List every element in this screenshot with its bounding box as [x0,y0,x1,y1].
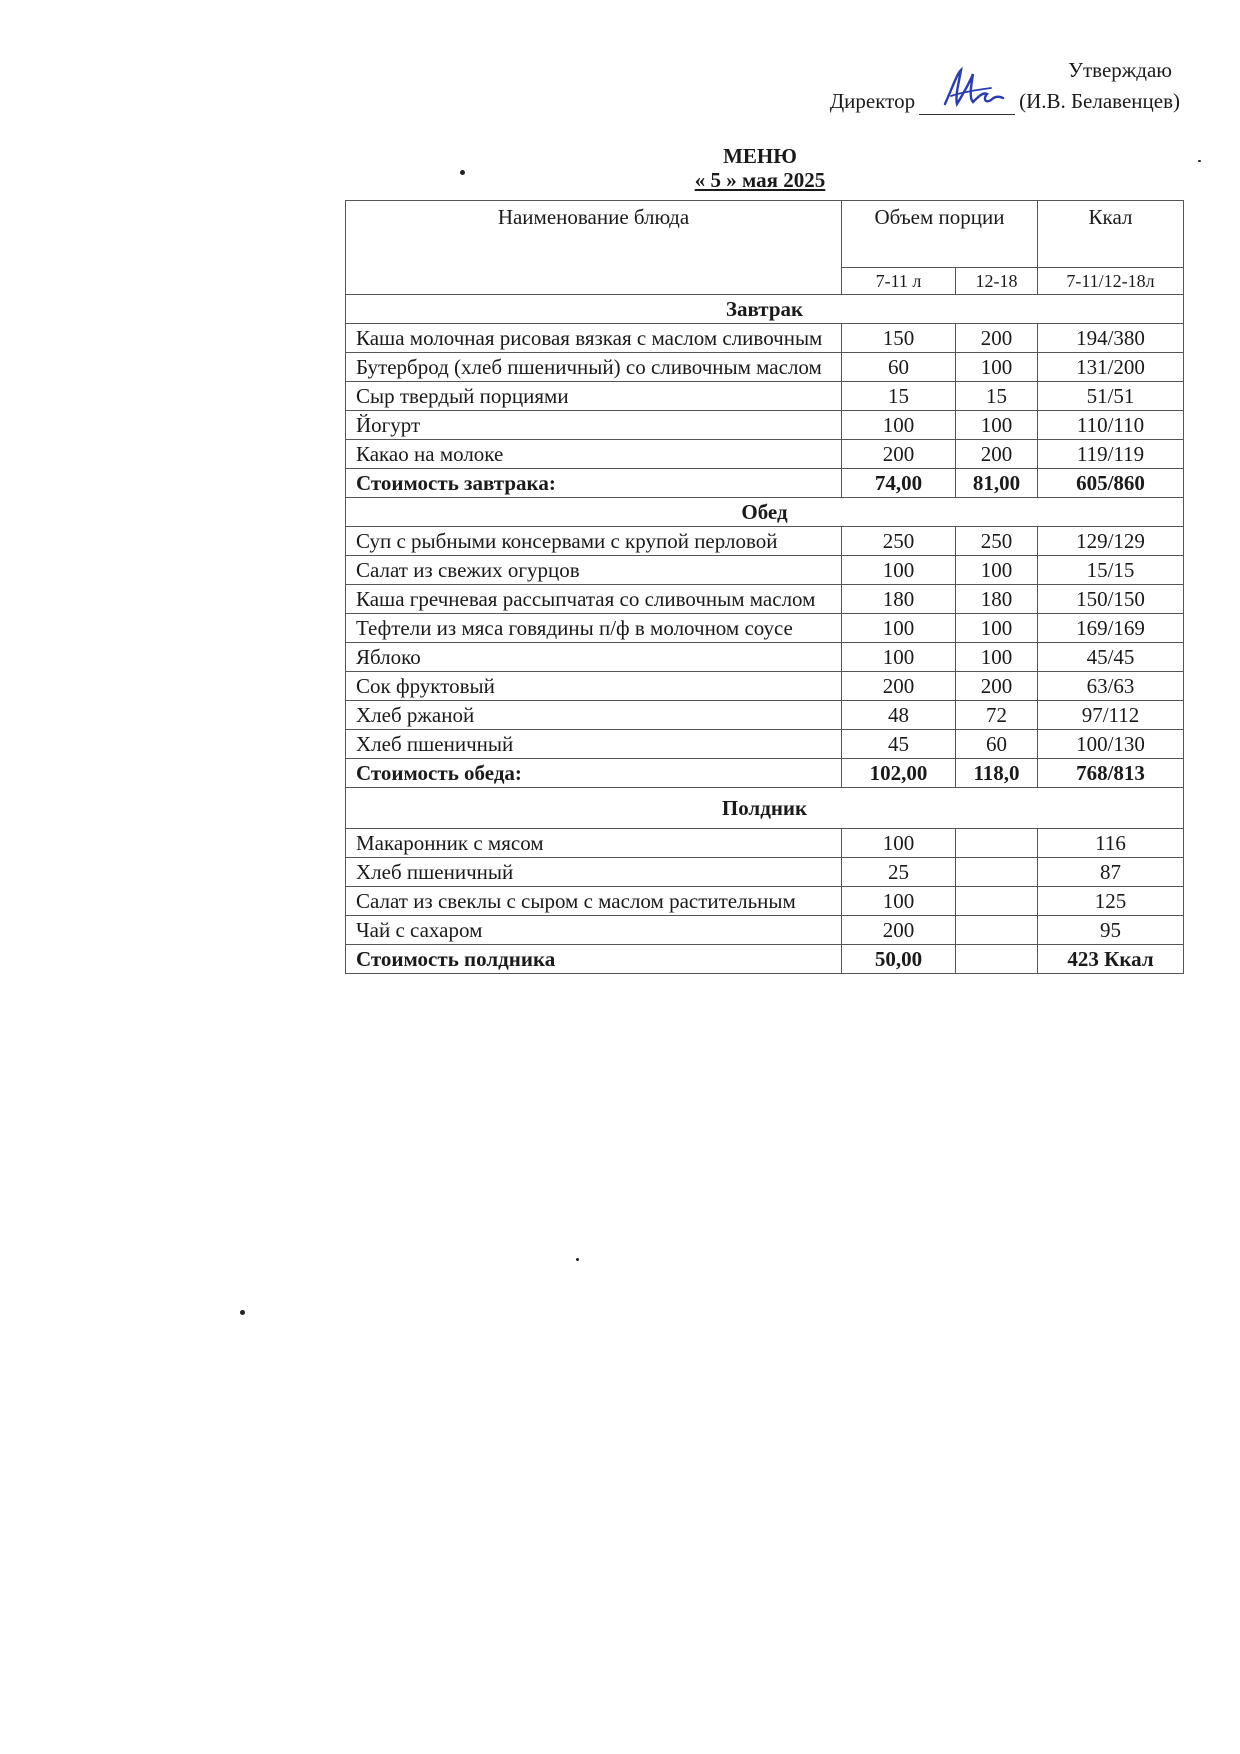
kcal-value: 116 [1038,829,1184,858]
section-row [346,498,1184,527]
total-row [346,945,1184,974]
portion-7-11: 25 [842,858,956,887]
scan-speck [576,1258,579,1261]
total-label: Стоимость завтрака: [346,469,842,498]
approval-block [700,56,1180,115]
dish-name: Хлеб пшеничный [346,858,842,887]
portion-7-11: 200 [842,672,956,701]
table-row [346,353,1184,382]
kcal-header: Ккал [1038,201,1184,268]
kcal-value: 100/130 [1038,730,1184,759]
dish-name: Чай с сахаром [346,916,842,945]
table-row [346,614,1184,643]
table-row [346,324,1184,353]
portion-12-18: 72 [956,701,1038,730]
total-label: Стоимость полдника [346,945,842,974]
table-row [346,585,1184,614]
menu-heading: МЕНЮ [723,144,797,168]
total-7-11: 102,00 [842,759,956,788]
dish-name: Хлеб ржаной [346,701,842,730]
table-row [346,858,1184,887]
portion-12-18: 100 [956,643,1038,672]
total-12-18: 118,0 [956,759,1038,788]
portion-7-11: 100 [842,643,956,672]
dish-name: Салат из свежих огурцов [346,556,842,585]
dish-name: Яблоко [346,643,842,672]
portion-7-11: 100 [842,411,956,440]
section-title: Обед [346,498,1184,527]
total-label: Стоимость обеда: [346,759,842,788]
scan-speck [1198,160,1201,162]
portion-12-18: 100 [956,353,1038,382]
total-12-18: 81,00 [956,469,1038,498]
total-kcal: 605/860 [1038,469,1184,498]
dish-name: Сок фруктовый [346,672,842,701]
dish-name: Каша гречневая рассыпчатая со сливочным маслом [346,585,842,614]
section-title: Завтрак [346,295,1184,324]
portion-7-11: 100 [842,614,956,643]
portion-7-11: 60 [842,353,956,382]
portion-12-18: 200 [956,440,1038,469]
dish-name: Хлеб пшеничный [346,730,842,759]
dish-name: Макаронник с мясом [346,829,842,858]
total-7-11: 50,00 [842,945,956,974]
total-row [346,469,1184,498]
document-title [580,144,940,192]
kcal-value: 97/112 [1038,701,1184,730]
signature-icon [939,66,1009,112]
dish-name: Тефтели из мяса говядины п/ф в молочном соусе [346,614,842,643]
total-kcal: 423 Ккал [1038,945,1184,974]
dish-name: Какао на молоке [346,440,842,469]
portion-7-11: 150 [842,324,956,353]
portion-12-18: 100 [956,411,1038,440]
table-row [346,672,1184,701]
kcal-value: 15/15 [1038,556,1184,585]
kcal-value: 119/119 [1038,440,1184,469]
table-row [346,916,1184,945]
portion-12-18: 15 [956,382,1038,411]
kcal-value: 45/45 [1038,643,1184,672]
total-kcal: 768/813 [1038,759,1184,788]
table-row [346,887,1184,916]
table-row [346,411,1184,440]
portion-7-11: 250 [842,527,956,556]
dish-name: Бутерброд (хлеб пшеничный) со сливочным маслом [346,353,842,382]
portion-7-11: 200 [842,440,956,469]
dish-header: Наименование блюда [346,201,842,295]
section-row [346,788,1184,829]
scan-speck [460,170,465,175]
dish-name: Салат из свеклы с сыром с маслом растительным [346,887,842,916]
kcal-value: 110/110 [1038,411,1184,440]
table-row [346,829,1184,858]
portion-12-18: 100 [956,556,1038,585]
kcal-value: 87 [1038,858,1184,887]
portion-header: Объем порции [842,201,1038,268]
portion-12-18 [956,858,1038,887]
dish-name: Каша молочная рисовая вязкая с маслом сливочным [346,324,842,353]
portion-12-18: 100 [956,614,1038,643]
portion-12-18: 180 [956,585,1038,614]
section-title: Полдник [346,788,1184,829]
menu-date: « 5 » мая 2025 [694,168,826,192]
dish-name: Суп с рыбными консервами с крупой перловой [346,527,842,556]
portion-7-11: 200 [842,916,956,945]
age2-header: 12-18 [956,268,1038,295]
kcal-ages-header: 7-11/12-18л [1038,268,1184,295]
kcal-value: 194/380 [1038,324,1184,353]
portion-12-18: 250 [956,527,1038,556]
portion-7-11: 48 [842,701,956,730]
portion-12-18: 200 [956,672,1038,701]
portion-12-18 [956,829,1038,858]
dish-name: Сыр твердый порциями [346,382,842,411]
kcal-value: 131/200 [1038,353,1184,382]
kcal-value: 95 [1038,916,1184,945]
director-label: Директор [829,89,916,113]
table-row [346,643,1184,672]
portion-12-18 [956,916,1038,945]
kcal-value: 125 [1038,887,1184,916]
kcal-value: 51/51 [1038,382,1184,411]
portion-7-11: 180 [842,585,956,614]
kcal-value: 129/129 [1038,527,1184,556]
portion-12-18: 200 [956,324,1038,353]
kcal-value: 169/169 [1038,614,1184,643]
table-row [346,701,1184,730]
director-name: (И.В. Белавенцев) [1019,89,1180,113]
table-header-row [346,201,1184,268]
portion-7-11: 15 [842,382,956,411]
table-row [346,556,1184,585]
total-row [346,759,1184,788]
table-row [346,440,1184,469]
approval-word: Утверждаю [1068,58,1172,82]
table-row [346,730,1184,759]
scan-speck [240,1310,245,1315]
dish-name: Йогурт [346,411,842,440]
portion-12-18: 60 [956,730,1038,759]
approval-line [700,84,1180,115]
table-row [346,527,1184,556]
total-7-11: 74,00 [842,469,956,498]
portion-12-18 [956,887,1038,916]
table-row [346,382,1184,411]
menu-table [345,200,1184,974]
total-12-18 [956,945,1038,974]
portion-7-11: 45 [842,730,956,759]
portion-7-11: 100 [842,556,956,585]
kcal-value: 63/63 [1038,672,1184,701]
signature-line [919,84,1015,115]
section-row [346,295,1184,324]
portion-7-11: 100 [842,887,956,916]
kcal-value: 150/150 [1038,585,1184,614]
age1-header: 7-11 л [842,268,956,295]
portion-7-11: 100 [842,829,956,858]
